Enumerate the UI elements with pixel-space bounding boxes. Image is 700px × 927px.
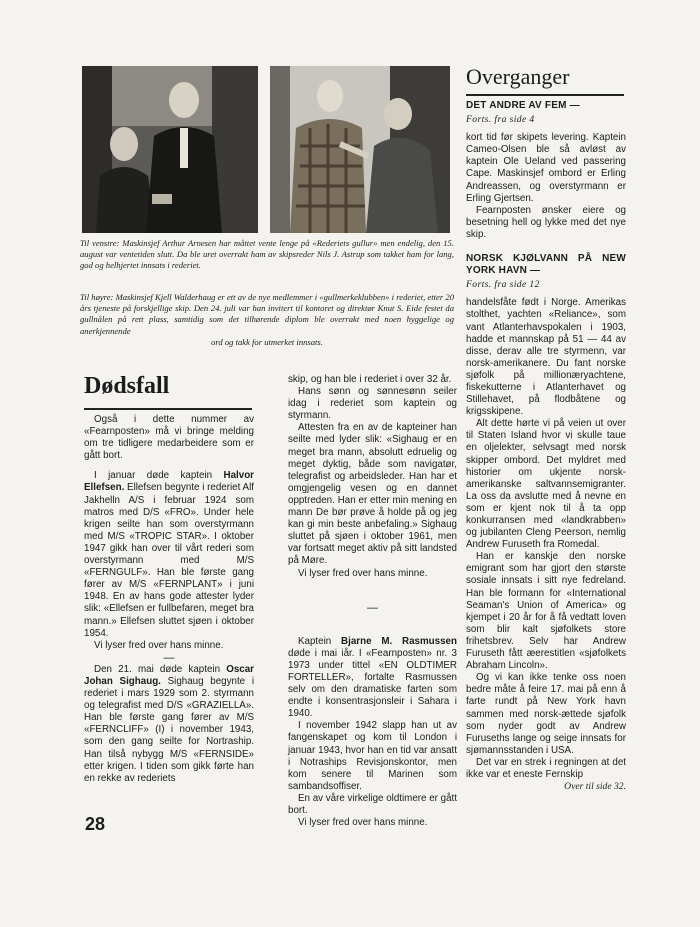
separator-dash-1: — (163, 651, 175, 664)
photo-left-image (82, 66, 258, 233)
obit-sighaug-family: Hans sønn og sønnesønn seiler idag i rederiet som kaptein og styrmann. (288, 386, 457, 422)
overganger-s2-p1: handelsfåte født i Norge. Amerikas stolthet, yachten «Reliance», som vant Atlanterhavspokalen i 1903, hadde et mannskap på 51 — 44 av disse, derav alle tre styrmenn, var norsk-amerikanere. Du fant norske sjøfolk på millionæryachtene, fiskekutterne i Atlanterhavet og Stillehavet, på flodbåtene og krigsskipene. (466, 297, 626, 418)
obit-rasmussen-close: Vi lyser fred over hans minne. (298, 817, 428, 829)
column-overganger (466, 100, 626, 793)
obit-sighaug-cont: skip, og han ble i rederiet i over 32 år. (288, 374, 452, 385)
obit-rasmussen-war: I november 1942 slapp han ut av fangenskapet og kom til London i januar 1943, hvor han en tid var ansatt i Notraships Revisjonskontor, men kom senere til Marinen som sambandsoffiser. (288, 720, 457, 792)
obit-rasmussen-pre: Kaptein (298, 635, 342, 647)
continued-from-page-12: Forts. fra side 12 (466, 279, 540, 291)
obit-ellefsen-body: Ellefsen begynte i rederiet Alf Jakhelln A/S i februar 1924 som matros med D/S «FRO». Under hele krigen seilte han som overstyrmann med M/S «TROPIC STAR». I oktober 1947 gikk han over til vårt rederi som overstyrmann med M/S «FERNGULF». Han ble første gang fører av M/S «FERNPLANT» i juni 1948. En av hans gode attester lyder slik: «Ellefsen er fullbefaren, meget bra mann.» Ellefsen sluttet sjøen i oktober 1954. (84, 482, 254, 639)
continued-from-page-4: Forts. fra side 4 (466, 114, 535, 126)
heading-rule-overganger (466, 94, 624, 96)
dodsfall-intro: Også i dette nummer av «Fearnposten» må vi bringe melding om tre tidligere medarbeidere som er gått bort. (84, 414, 254, 462)
photo-right (270, 66, 450, 233)
overganger-s2-p4: Og vi kan ikke tenke oss noen bedre måte å feire 17. mai på enn å farte rundt på New York havn sammen med norsk-ættede sjøfolk som nyder godt av Andrew Furuseths lange og seige innsats for sjømannsstanden i USA. (466, 672, 626, 756)
caption-right-text: Til høyre: Maskinsjef Kjell Walderhaug er ett av de nye medlemmer i «gullmerkeklubben» i rederiet, etter 20 års tjeneste på forskjellige skip. Den 24. juli var han invitert til kontoret og direktør Knut S. Eide festet da gullnålen på rett plass, samtidig som det tilhørende diplom ble overrakt med noen hyggelige og anerkjennende (80, 292, 454, 336)
photo-right-image (270, 66, 450, 233)
photo-caption-left (80, 238, 454, 272)
obituary-ellefsen (84, 470, 254, 639)
obit-sighaug-pre: Den 21. mai døde kaptein (94, 663, 227, 675)
column-dodsfall-1 (84, 414, 254, 785)
photo-caption-right (80, 292, 454, 348)
caption-right-last: ord og takk for utmerket innsats. (211, 336, 323, 347)
caption-left-text: Til venstre: Maskinsjef Arthur Arnesen har måttet vente lenge på «Rederiets gullur» men endelig, den 15. august var ventetiden slutt. Da ble uret overrakt ham av skipsreder Nils J. Astrup som takket ham for lang, god og helhjertet innsats i rederiet. (80, 238, 454, 271)
continued-on-page-32: Over til side 32. (564, 781, 626, 793)
subheading-norsk-kjolvann: NORSK KJØLVANN PÅ NEW YORK HAVN — (466, 253, 626, 277)
subheading-andre-av-fem: DET ANDRE AV FEM — (466, 100, 580, 111)
overganger-s1-p1: kort tid før skipets levering. Kaptein Cameo-Olsen ble så avløst av kaptein Ole Ueland ved passering Cape. Maskinsjef ombord er Erling Andreassen, og overstyrmann er Erling Gjertsen. (466, 132, 626, 204)
section-heading-overganger: Overganger (466, 64, 570, 89)
obit-rasmussen-body: døde i mai iår. I «Fearnposten» nr. 3 1973 under tittel «EN OLDTIMER FORTELLER», fortalte Rasmussen selv om den dramatiske farten som endte i konsentrasjonsleir i Sahara i 1940. (288, 647, 457, 720)
page-number: 28 (85, 814, 106, 834)
heading-rule-dodsfall (84, 408, 252, 410)
obituary-rasmussen (288, 636, 457, 721)
obit-sighaug-reference: Attesten fra en av de kapteiner han seilte med lyder slik: «Sighaug er en meget bra mann, absolutt edruelig og meget dyktig, både som navigatør, telegrafist og arbeidsleder. Han har et omgjengelig vesen og en dannet opptreden. Han er etter min mening en mann De bør prøve å holde på og jeg kan gi min beste anbefaling.» Sighaug sluttet på sjøen i oktober 1961, men var fortsatt meget aktiv på sitt landsted på Møre. (288, 422, 457, 567)
overganger-s1-p2: Fearnposten ønsker eiere og besetning hell og lykke med det nye skip. (466, 204, 626, 240)
overganger-s2-p5: Det var en strek i regningen at det ikke var et eneste Fernskip (466, 756, 626, 780)
overganger-s2-p2: Alt dette hørte vi på veien ut over til Staten Island hvor vi skulle taue en oljelekter, selvsagt med norsk skipper ombord. Det myldret med historier om ukjente norsk-amerikanske saltvannsemigranter. La oss da avslutte med å nevne en som er kjent nok til å ta opp konkurransen med «landkrabben» og jubilanten Cleng Peerson, nemlig Andrew Furuseth fra Romedal. (466, 418, 626, 551)
photo-left (82, 66, 258, 233)
obit-sighaug-name: Oscar Johan Sighaug. (84, 663, 254, 687)
obit-ellefsen-name: Halvor Ellefsen. (84, 470, 254, 494)
obit-rasmussen-name: Bjarne M. Rasmussen (341, 635, 457, 647)
obit-rasmussen-oldtimer: En av våre virkelige oldtimere er gått bort. (288, 792, 457, 816)
section-heading-dodsfall: Dødsfall (84, 373, 170, 399)
obit-sighaug-body: Sighaug begynte i rederiet i mars 1929 som 2. styrmann og telegrafist med D/S «GRAZIELLA». Han ble første gang fører av M/S «FERNCLIFF» (I) i november 1943, som den gang seilte for Nortraship. Han tilså nybygg M/S «FERNSIDE» etter krigen. I tiden som gikk førte han en rekke av rederiets (84, 675, 254, 784)
overganger-s2-p3: Han er kanskje den norske emigrant som har gjort den største sosiale innsats i sitt nye fedreland. Han ble formann for «International Seaman's Union of America» og kjempet i 20 år for å få vedtatt loven som blir kalt sjøfolkets store frihetsbrev. Selv har Andrew Furuseth fått æerestitlen «sjøfolkets Abraham Lincoln». (466, 551, 626, 672)
separator-dash-2: — (367, 601, 378, 614)
obit-ellefsen-close: Vi lyser fred over hans minne. (94, 639, 224, 651)
column-dodsfall-2 (288, 374, 457, 829)
obituary-sighaug (84, 664, 254, 785)
obit-sighaug-close: Vi lyser fred over hans minne. (298, 567, 428, 579)
obit-ellefsen-pre: I januar døde kaptein (94, 470, 224, 482)
